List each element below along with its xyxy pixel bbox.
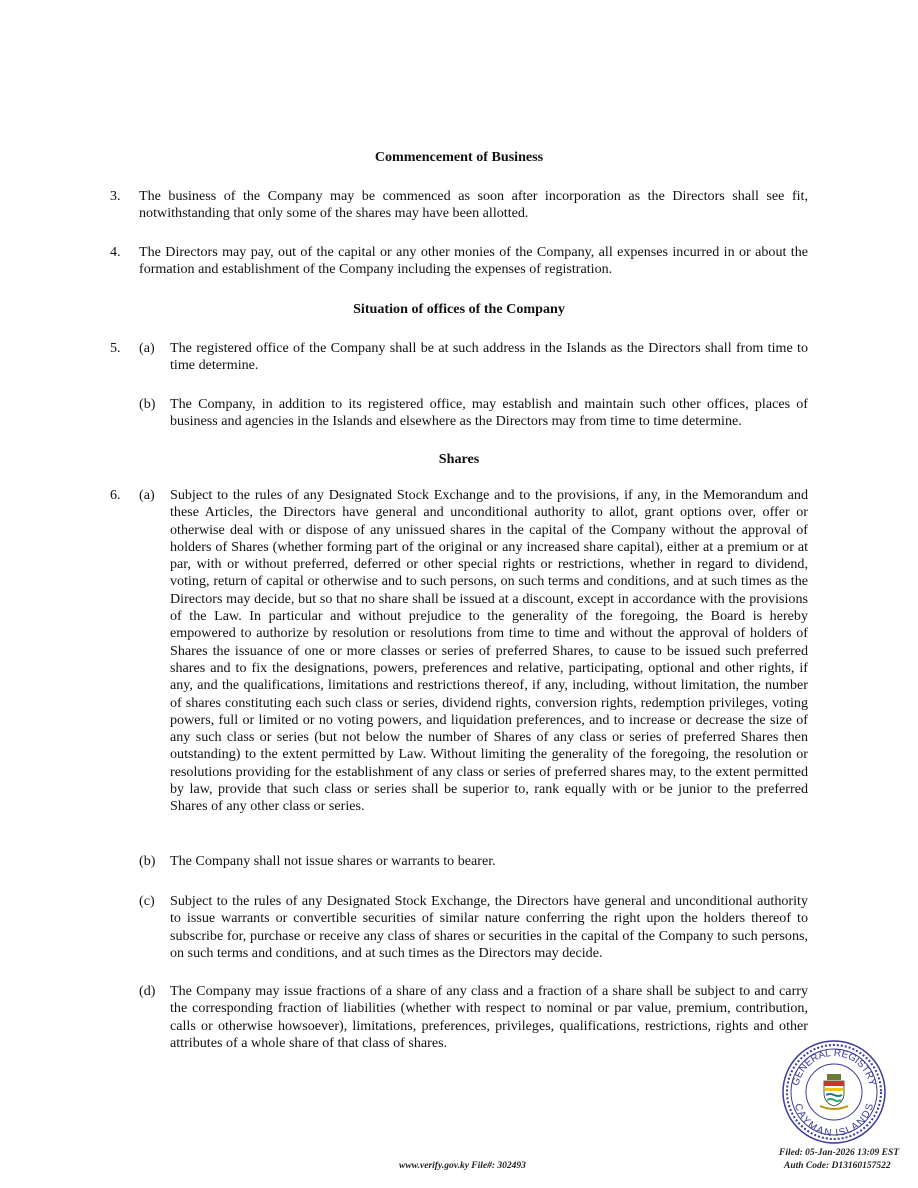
clause-6d-text: The Company may issue fractions of a share of any class and a fraction of a share shall be subject to and carry the corresponding fraction of liabilities (whether with respect to nominal or par value, premium, contribution, calls or otherwise howsoever), limitations, preferences, privileges, qualifications, restrictions, rights and other attributes of a whole share of that class of shares.	[170, 983, 808, 1051]
clause-5a-text: The registered office of the Company shall be at such address in the Islands as the Directors shall from time to time determine.	[170, 340, 808, 374]
clause-number: 4.	[110, 244, 121, 260]
subclause-label: (d)	[139, 983, 156, 999]
filed-timestamp: Filed: 05-Jan-2026 13:09 EST	[779, 1148, 900, 1158]
subclause-label: (c)	[139, 893, 155, 909]
heading-shares: Shares	[438, 451, 480, 467]
svg-text:CAYMAN ISLANDS: CAYMAN ISLANDS	[791, 1102, 877, 1140]
svg-text:GENERAL REGISTRY: GENERAL REGISTRY	[790, 1047, 878, 1087]
clause-number: 5.	[110, 340, 121, 356]
clause-6a-text: Subject to the rules of any Designated Stock Exchange and to the provisions, if any, in the Memorandum and these Articles, the Directors have general and unconditional authority to allot, grant options over, offer or otherwise deal with or dispose of any unissued shares in the capital of the Company without the approval of holders of Shares (whether forming part of the original or any increased share capital), either at a premium or at par, with or without preferred, deferred or other special rights or restrictions, whether in regard to dividend, voting, return of capital or otherwise and to such persons, on such terms and conditions, and at such times as the Directors may decide, but so that no share shall be issued at a discount, except in accordance with the provisions of the Law. In particular and without prejudice to the generality of the foregoing, the Board is hereby empowered to authorize by resolution or resolutions from time to time and without the approval of holders of Shares the issuance of one or more classes or series of preferred Shares, to cause to be issued such preferred shares and to fix the designations, powers, preferences and relative, participating, optional and other rights, if any, and the qualifications, limitations and restrictions thereof, if any, including, without limitation, the number of shares constituting each such class or series, dividend rights, conversion rights, redemption privileges, voting powers, full or limited or no voting powers, and liquidation preferences, and to increase or decrease the size of any such class or series (but not below the number of Shares of any class or series of preferred Shares then outstanding) to the extent permitted by Law. Without limiting the generality of the foregoing, the resolution or resolutions providing for the establishment of any class or series of preferred shares may, to the extent permitted by law, provide that such class or series shall be superior to, rank equally with or be junior to the preferred Shares of any other class or series.	[170, 487, 808, 815]
clause-3-text: The business of the Company may be commenced as soon after incorporation as the Directors shall see fit, notwithstanding that only some of the shares may have been allotted.	[139, 188, 808, 222]
auth-code: Auth Code: D13160157522	[784, 1161, 891, 1171]
subclause-label: (b)	[139, 853, 156, 869]
heading-offices: Situation of offices of the Company	[353, 301, 565, 317]
clause-number: 3.	[110, 188, 121, 204]
clause-4-text: The Directors may pay, out of the capital or any other monies of the Company, all expenses incurred in or about the formation and establishment of the Company including the expenses of registration.	[139, 244, 808, 278]
heading-commencement: Commencement of Business	[374, 149, 544, 165]
clause-6b-text: The Company shall not issue shares or warrants to bearer.	[170, 853, 496, 869]
clause-5b-text: The Company, in addition to its registered office, may establish and maintain such other offices, places of business and agencies in the Islands and elsewhere as the Directors may from time to time determine.	[170, 396, 808, 430]
subclause-label: (a)	[139, 487, 155, 503]
subclause-label: (b)	[139, 396, 156, 412]
subclause-label: (a)	[139, 340, 155, 356]
general-registry-seal	[780, 1038, 888, 1146]
verify-file-number: www.verify.gov.ky File#: 302493	[399, 1161, 526, 1171]
clause-6c-text: Subject to the rules of any Designated Stock Exchange, the Directors have general and unconditional authority to issue warrants or convertible securities of similar nature conferring the right upon the holders thereof to subscribe for, purchase or receive any class of shares or securities in the capital of the Company to such persons, on such terms and conditions, and at such times as the Directors may decide.	[170, 893, 808, 961]
clause-number: 6.	[110, 487, 121, 503]
